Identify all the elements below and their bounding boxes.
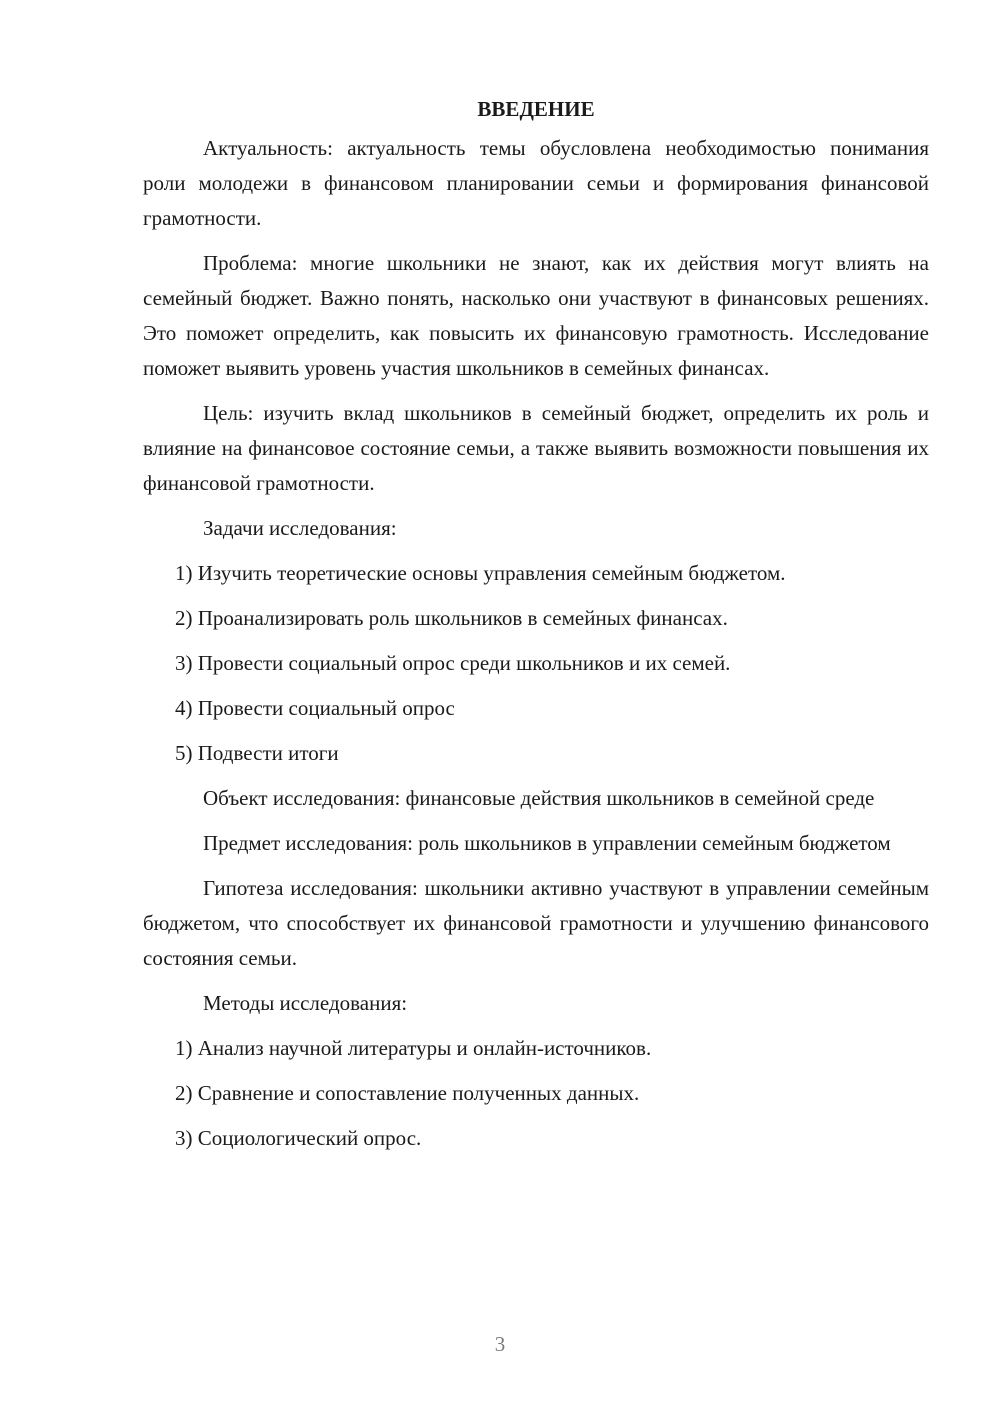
methods-list — [143, 1031, 929, 1156]
page-number: 3 — [494, 1332, 506, 1356]
hypothesis-paragraph: Гипотеза исследования: школьники активно участвуют в управлении семейным бюджетом, что способствует их финансовой грамотности и улучшению финансового состояния семьи. — [143, 876, 929, 970]
goal-paragraph: Цель: изучить вклад школьников в семейный бюджет, определить их роль и влияние на финансовое состояние семьи, а также выявить возможности повышения их финансовой грамотности. — [143, 401, 929, 495]
list-item: 2) Сравнение и сопоставление полученных данных. — [175, 1081, 640, 1105]
object-paragraph: Объект исследования: финансовые действия школьников в семейной среде — [203, 786, 875, 810]
relevance-paragraph: Актуальность: актуальность темы обусловлена необходимостью понимания роли молодежи в финансовом планировании семьи и формирования финансовой грамотности. — [143, 136, 929, 230]
list-item: 5) Подвести итоги — [175, 741, 339, 765]
tasks-heading: Задачи исследования: — [203, 516, 397, 540]
document-page — [143, 92, 929, 1166]
list-item: 1) Изучить теоретические основы управления семейным бюджетом. — [175, 561, 786, 585]
page-title: ВВЕДЕНИЕ — [477, 97, 595, 121]
subject-paragraph: Предмет исследования: роль школьников в управлении семейным бюджетом — [203, 831, 891, 855]
list-item: 3) Социологический опрос. — [175, 1126, 422, 1150]
list-item: 3) Провести социальный опрос среди школьников и их семей. — [175, 651, 731, 675]
list-item: 1) Анализ научной литературы и онлайн-источников. — [175, 1036, 652, 1060]
methods-heading: Методы исследования: — [203, 991, 408, 1015]
problem-paragraph: Проблема: многие школьники не знают, как их действия могут влиять на семейный бюджет. Важно понять, насколько они участвуют в финансовых решениях. Это поможет определить, как повысить их финансовую грамотность. Исследование поможет выявить уровень участия школьников в семейных финансах. — [143, 251, 929, 380]
tasks-list — [143, 556, 929, 771]
list-item: 2) Проанализировать роль школьников в семейных финансах. — [175, 606, 728, 630]
list-item: 4) Провести социальный опрос — [175, 696, 455, 720]
